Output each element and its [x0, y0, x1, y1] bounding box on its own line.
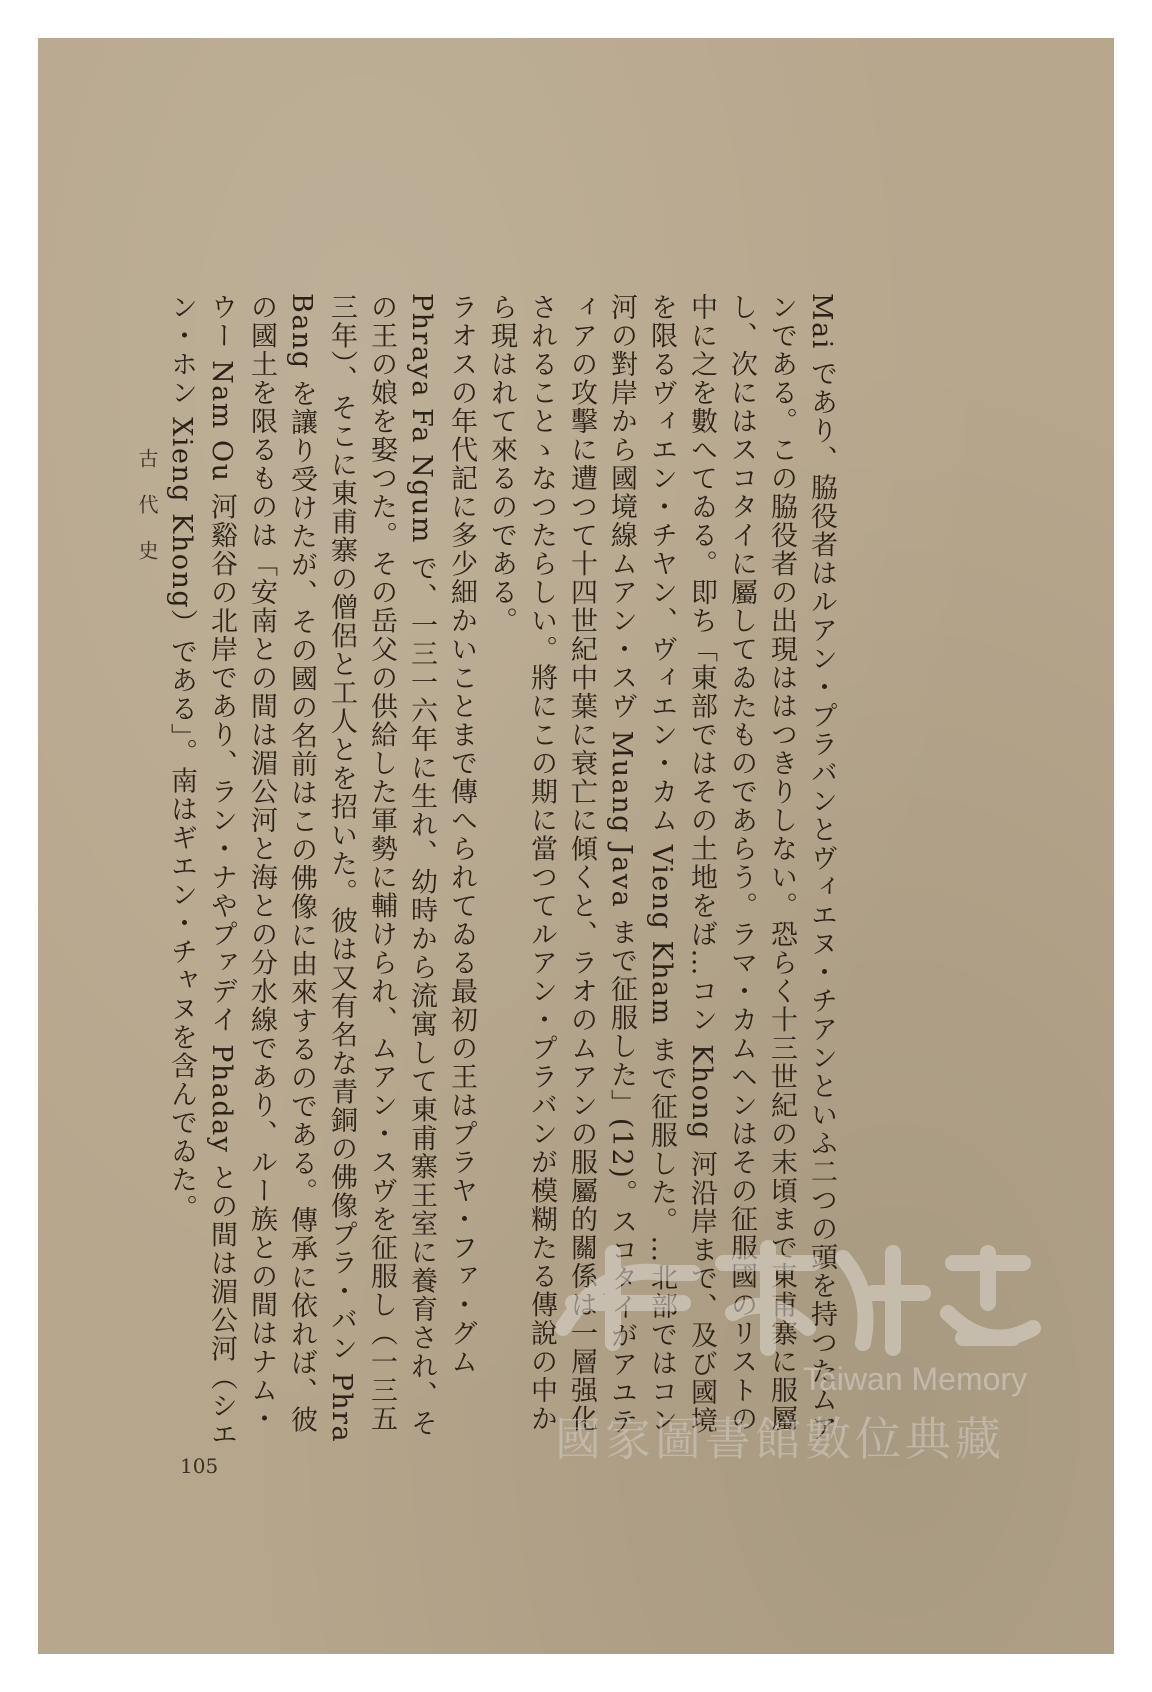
watermark-chinese: 國家圖書館數位典藏 — [555, 1412, 1005, 1466]
page-number: 105 — [180, 1454, 219, 1478]
paragraph-2: ラオスの年代記に多少細かいことまで傳へられてゐる最初の王はプラヤ・ファ・グム Phraya Fa Ngum で、一三一六年に生れ、幼時から流寓して東甫寨王室に養育され、その王の娘を娶つた。その岳父の供給した軍勢に輔けられ、ムアン・スヴを征服し（一三五三年）、そこに東甫寨の僧侶と工人とを招いた。彼は又有名な青銅の佛像プラ・バン Phra Bang を讓り受けたが、その國の名前はこの佛像に由來するのである。傳承に依れば、彼の國土を限るものは「安南との間は湄公河と海との分水線であり、ルー族との間はナム・ウー Nam Ou 河谿谷の北岸であり、ラン・ナやプァデイ Phaday との間は湄公河（シエン・ホン Xieng Khong）である」。南はギエン・チャヌを含んでゐた。 — [166, 293, 477, 1449]
paragraph-1: Mai であり、脇役者はルアン・プラバンとヴィエヌ・チアンといふ二つの頭を持つたムアンである。この脇役者の出現ははつきりしない。恐らく十三世紀の末頃まで東甫寨に服屬し、次にはスコタイに屬してゐたものであらう。ラマ・カムヘンはその征服國のリストの中に之を數へてゐる。即ち「東部ではその土地をば…コン Khong 河沿岸まで、及び國境を限るヴィエン・チヤン、ヴィエン・カム Vieng Kham まで征服した。…北部ではコン河の對岸から國境線ムアン・スヴ Muang Java まで征服した」(12)。スコタイがアユティアの攻擊に遭つて十四世紀中葉に衰亡に傾くと、ラオのムアンの服屬的關係は一層强化されることゝなつたらしい。將にこの期に當つてルアン・プラバンが模糊たる傳說の中から現はれて來るのである。 — [486, 293, 837, 1443]
scanned-page — [38, 38, 1114, 1654]
running-title: 古代史 — [135, 448, 159, 586]
watermark — [543, 1233, 1083, 1483]
watermark-english: Taiwan Memory — [803, 1361, 1028, 1397]
watermark-logo-icon — [543, 1233, 1043, 1363]
